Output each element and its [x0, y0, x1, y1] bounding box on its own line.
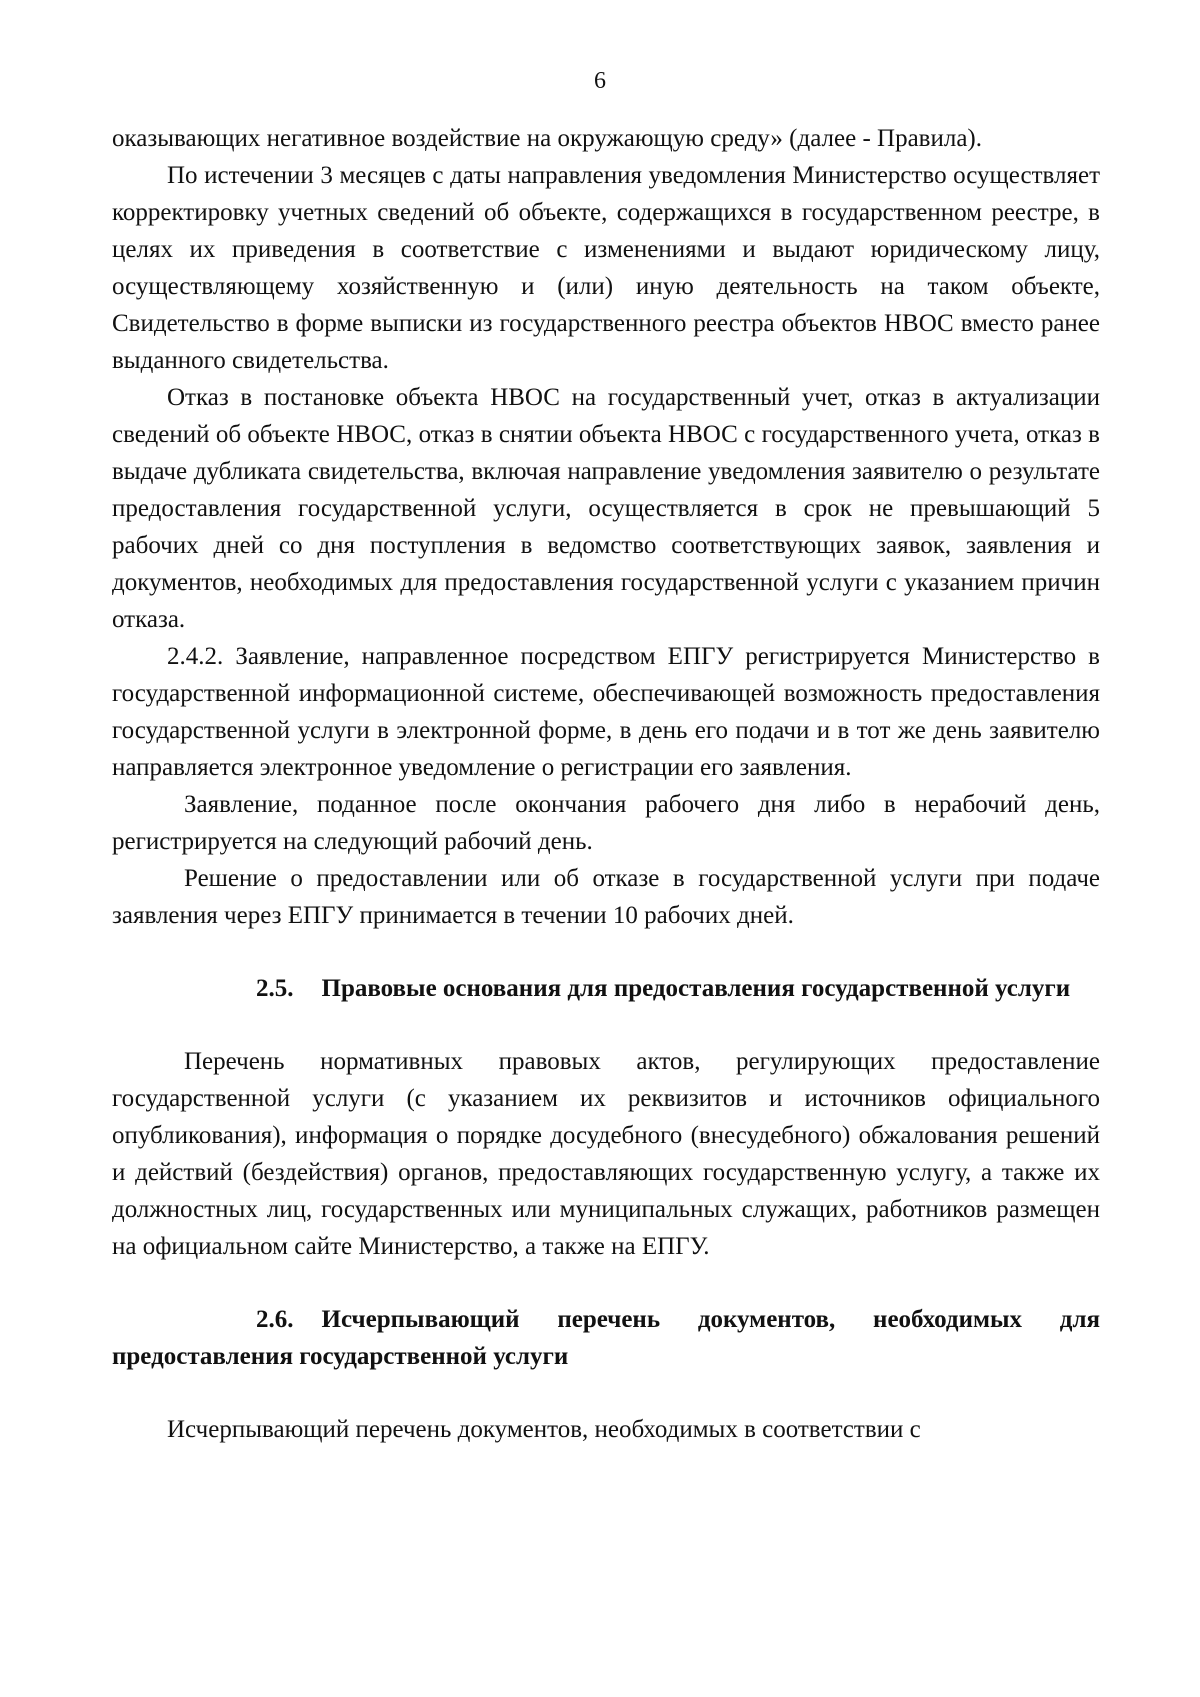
page-content: [112, 120, 1100, 1448]
paragraph-correction: По истечении 3 месяцев с даты направления уведомления Министерство осуществляет корректировку учетных сведений об объекте, содержащихся в государственном реестре, в целях их приведения в соответствие с изменениями и выдают юридическому лицу, осуществляющему хозяйственную и (или) иную деятельность на таком объекте, Свидетельство в форме выписки из государственного реестра объектов НВОС вместо ранее выданного свидетельства.: [112, 162, 1100, 374]
section-2-5-heading: [112, 970, 1100, 1007]
paragraph-refusal: Отказ в постановке объекта НВОС на государственный учет, отказ в актуализации сведений об объекте НВОС, отказ в снятии объекта НВОС с государственного учета, отказ в выдаче дубликата свидетельства, включая направление уведомления заявителю о результате предоставления государственной услуги, осуществляется в срок не превышающий 5 рабочих дней со дня поступления в ведомство соответствующих заявок, заявления и документов, необходимых для предоставления государственной услуги с указанием причин отказа.: [112, 384, 1100, 633]
section-2-5-body: Перечень нормативных правовых актов, регулирующих предоставление государственной услуги (с указанием их реквизитов и источников официального опубликования), информация о порядке досудебного (внесудебного) обжалования решений и действий (бездействия) органов, предоставляющих государственную услугу, а также их должностных лиц, государственных или муниципальных служащих, работников размещен на официальном сайте Министерство, а также на ЕПГУ.: [112, 1048, 1100, 1260]
spacer: [112, 1007, 1100, 1043]
paragraph-decision: Решение о предоставлении или об отказе в государственной услуги при подаче заявления через ЕПГУ принимается в течении 10 рабочих дней.: [112, 865, 1100, 929]
section-2-6-heading: [112, 1301, 1100, 1375]
section-2-5-title: Правовые основания для предоставления государственной услуги: [321, 975, 1071, 1002]
section-2-6-number: 2.6.: [256, 1306, 294, 1333]
section-2-5-number: 2.5.: [256, 975, 294, 1002]
spacer: [112, 1265, 1100, 1301]
section-2-6-title: Исчерпывающий перечень документов, необходимых для предоставления государственной услуги: [112, 1306, 1100, 1370]
spacer: [112, 934, 1100, 970]
paragraph-after-hours: Заявление, поданное после окончания рабочего дня либо в нерабочий день, регистрируется на следующий рабочий день.: [112, 791, 1100, 855]
spacer: [112, 1375, 1100, 1411]
paragraph-2-4-2: 2.4.2. Заявление, направленное посредством ЕПГУ регистрируется Министерство в государственной информационной системе, обеспечивающей возможность предоставления государственной услуги в электронной форме, в день его подачи и в тот же день заявителю направляется электронное уведомление о регистрации его заявления.: [112, 643, 1100, 781]
section-2-6-body: Исчерпывающий перечень документов, необходимых в соответствии с: [167, 1416, 921, 1443]
paragraph-continuation: оказывающих негативное воздействие на окружающую среду» (далее - Правила).: [112, 125, 983, 152]
page-number: 6: [594, 68, 606, 94]
